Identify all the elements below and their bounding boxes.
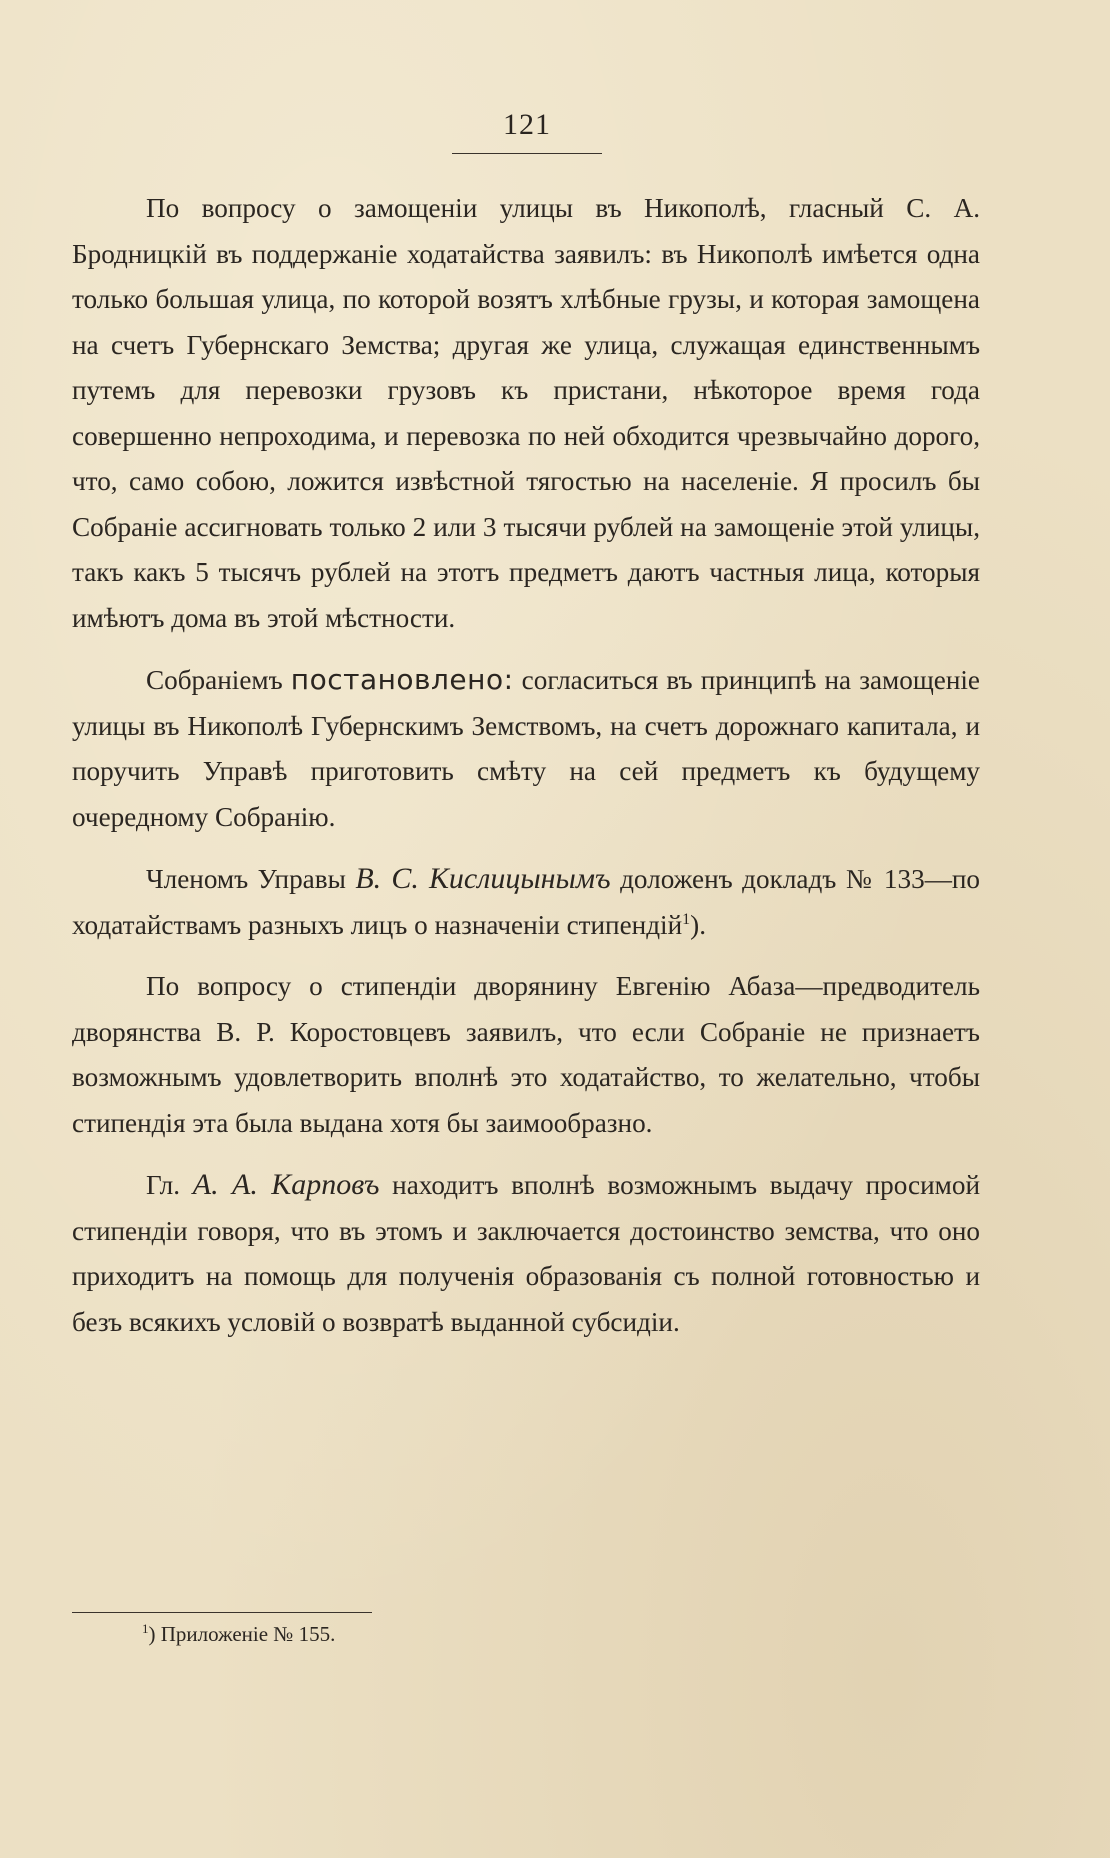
paragraph-stipend-abaza: По вопросу о стипендіи дворянину Евгенію Абаза—предводитель дворянства В. Р. Коростовцевъ заявилъ, что если Собраніе не признаетъ возможнымъ удовлетворить вполнѣ это ходатайство, то желательно, чтобы стипендія эта была выдана хотя бы заимообразно. (72, 971, 980, 1138)
resolution-text: согласиться въ принципѣ на замощеніе улицы въ Никополѣ Губернскимъ Земствомъ, на счетъ дорожнаго капитала, и поручить Управѣ приготовить смѣту на сей предметъ къ будущему очередному Собранію. (72, 665, 981, 832)
paragraph-report (72, 856, 980, 948)
karpov-lead: Гл. (146, 1170, 181, 1200)
report-text: доложенъ докладъ № 133—по ходатайствамъ разныхъ лицъ о назначеніи стипендій (72, 864, 981, 940)
footnote-marker: 1 (142, 1621, 149, 1636)
footnote-text: ) Приложеніе № 155. (148, 1622, 336, 1646)
paragraph-karpov (72, 1162, 980, 1345)
footnote-ref: 1 (682, 910, 691, 928)
report-tail: ). (690, 909, 707, 940)
paragraph-zamoshchenie: По вопросу о замощеніи улицы въ Никополѣ, гласный С. А. Бродницкій въ поддержаніе ходатайства заявилъ: въ Никополѣ имѣется одна только большая улица, по которой возятъ хлѣбные грузы, и которая замощена на счетъ Губернскаго Земства; другая же улица, служащая единственнымъ путемъ для перевозки грузовъ къ пристани, нѣкоторое время года совершенно непроходима, и перевозка по ней обходится чрезвычайно дорого, что, само собою, ложится извѣстной тягостью на населеніе. Я просилъ бы Собраніе ассигновать только 2 или 3 тысячи рублей на замощеніе этой улицы, такъ какъ 5 тысячъ рублей на этотъ предметъ даютъ частныя лица, которыя имѣютъ дома въ этой мѣстности. (72, 193, 980, 633)
footnote-rule (72, 1612, 372, 1613)
body-text (72, 186, 980, 1345)
karpov-name: А. А. Карповъ (192, 1168, 380, 1201)
footnote (142, 1622, 335, 1647)
paragraph-resolution (72, 657, 980, 840)
page-number-rule (452, 153, 602, 154)
karpov-text: находитъ вполнѣ возможнымъ выдачу просимой стипендіи говоря, что въ этомъ и заключается достоинство земства, что оно приходитъ на помощь для полученія образованія съ полной готовностью и безъ всякихъ условій о возвратѣ выданной субсидіи. (72, 1170, 981, 1337)
report-lead: Членомъ Управы (146, 864, 346, 894)
page-number: 121 (503, 108, 551, 141)
reporter-name: В. С. Кислицынымъ (355, 862, 611, 895)
resolution-lead: Собраніемъ (146, 665, 283, 695)
resolution-emphasis: постановлено: (290, 663, 514, 696)
